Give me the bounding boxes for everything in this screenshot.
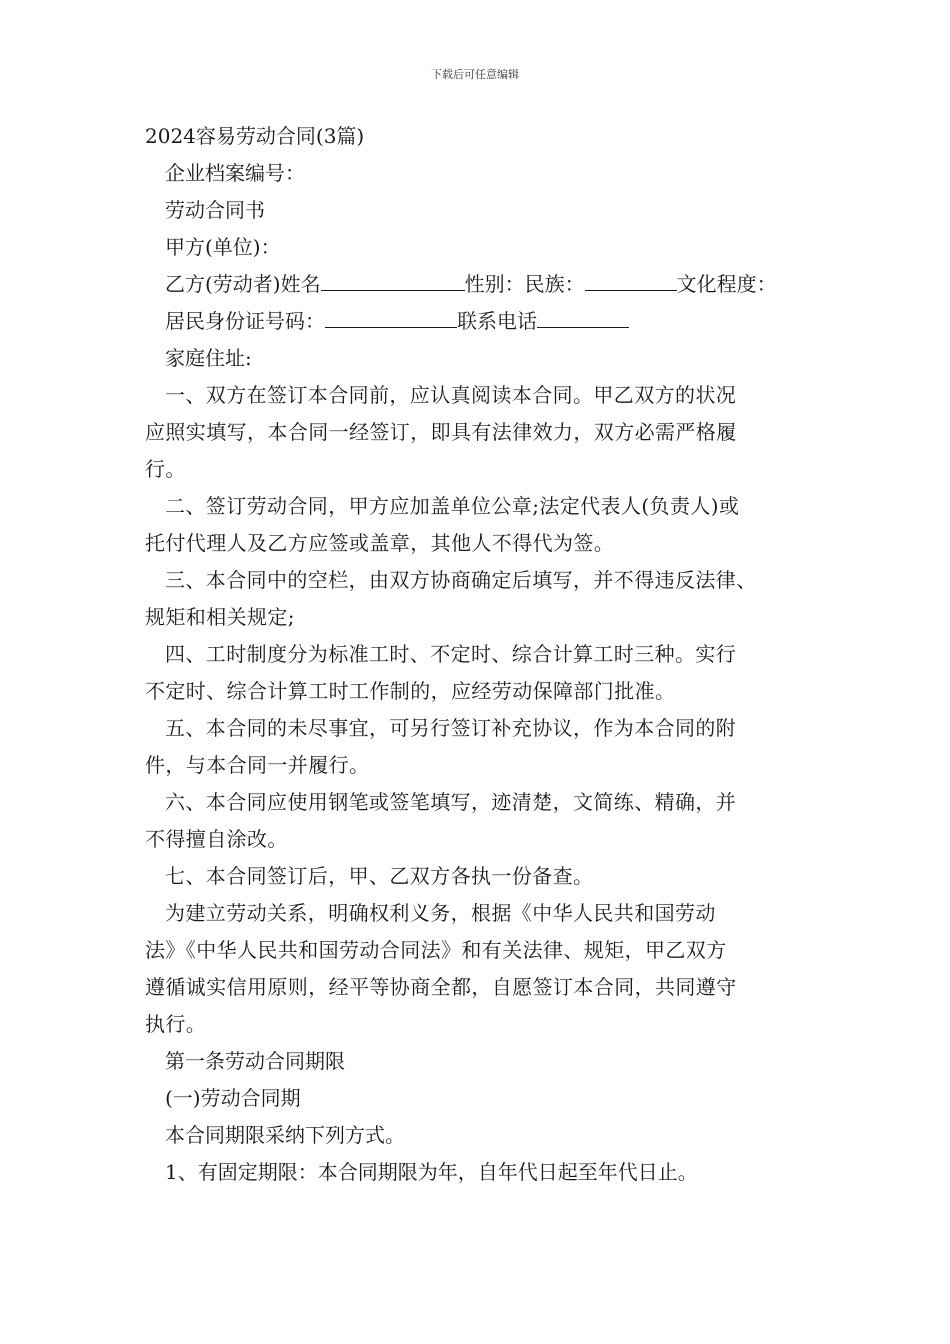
name-blank: [321, 268, 465, 291]
id-number-label: 居民身份证号码：: [165, 309, 325, 333]
clause-first-line: 六、本合同应使用钢笔或签笔填写，迹清楚，文简练、精确，并: [165, 790, 737, 814]
clause-first-line: 四、工时制度分为标准工时、不定时、综合计算工时三种。实行: [165, 642, 737, 666]
party-b-line: [145, 266, 825, 303]
clause-first-line: 五、本合同的未尽事宜，可另行签订补充协议，作为本合同的附: [165, 716, 737, 740]
phone-blank: [537, 305, 629, 328]
clause-paragraph: [145, 895, 825, 1043]
document-title: 2024容易劳动合同(3篇): [145, 124, 365, 148]
clause-continuation-line: 不得擅自涂改。: [145, 827, 288, 851]
id-number-blank: [325, 305, 457, 328]
clause-continuation-line: 规矩和相关规定;: [145, 605, 295, 629]
education-label: 文化程度：: [676, 272, 777, 296]
article-1-item-1: 1、有固定期限：本合同期限为年，自年代日起至年代日止。: [165, 1160, 698, 1184]
clause-continuation-line: 法》《中华人民共和国劳动合同法》和有关法律、规矩，甲乙双方: [145, 938, 727, 962]
phone-label: 联系电话: [457, 309, 537, 333]
clause-continuation-line: 件，与本合同一并履行。: [145, 753, 370, 777]
party-a-label: 甲方(单位)：: [165, 235, 281, 259]
party-b-name-label: 乙方(劳动者)姓名: [165, 272, 321, 296]
address-label: 家庭住址:: [165, 346, 252, 370]
document-body: [145, 118, 825, 1191]
clause-continuation-line: 托付代理人及乙方应签或盖章，其他人不得代为签。: [145, 531, 615, 555]
clause-list: [145, 377, 825, 1043]
clause-first-line: 二、签订劳动合同，甲方应加盖单位公章;法定代表人(负责人)或: [165, 494, 740, 518]
contract-heading: 劳动合同书: [165, 198, 265, 222]
clause-continuation-line: 行。: [145, 457, 186, 481]
ethnicity-blank: [585, 268, 677, 291]
clause-continuation-line: 执行。: [145, 1012, 207, 1036]
clause-first-line: 一、双方在签订本合同前，应认真阅读本合同。甲乙双方的状况: [165, 383, 737, 407]
clause-paragraph: [145, 488, 825, 562]
clause-continuation-line: 不定时、综合计算工时工作制的，应经劳动保障部门批准。: [145, 679, 676, 703]
clause-first-line: 三、本合同中的空栏，由双方协商确定后填写，并不得违反法律、: [165, 568, 757, 592]
clause-paragraph: [145, 377, 825, 488]
ethnicity-label: 民族：: [524, 272, 585, 296]
file-number-label: 企业档案编号：: [165, 161, 305, 185]
clause-continuation-line: 应照实填写，本合同一经签订，即具有法律效力，双方必需严格履: [145, 420, 737, 444]
gender-label: 性别：: [464, 272, 525, 296]
article-1-heading: 第一条劳动合同期限: [165, 1049, 345, 1073]
article-1-text: 本合同期限采纳下列方式。: [165, 1123, 405, 1147]
clause-paragraph: [145, 784, 825, 858]
article-1-subheading: (一)劳动合同期: [165, 1086, 301, 1110]
clause-paragraph: [145, 710, 825, 784]
id-phone-line: [145, 303, 825, 340]
clause-first-line: 为建立劳动关系，明确权利义务，根据《中华人民共和国劳动: [165, 901, 716, 925]
clause-first-line: 七、本合同签订后，甲、乙双方各执一份备查。: [165, 864, 594, 888]
page-header: 下载后可任意编辑: [431, 68, 519, 81]
clause-continuation-line: 遵循诚实信用原则，经平等协商全都，自愿签订本合同，共同遵守: [145, 975, 737, 999]
clause-paragraph: [145, 636, 825, 710]
clause-paragraph: [145, 858, 825, 895]
clause-paragraph: [145, 562, 825, 636]
